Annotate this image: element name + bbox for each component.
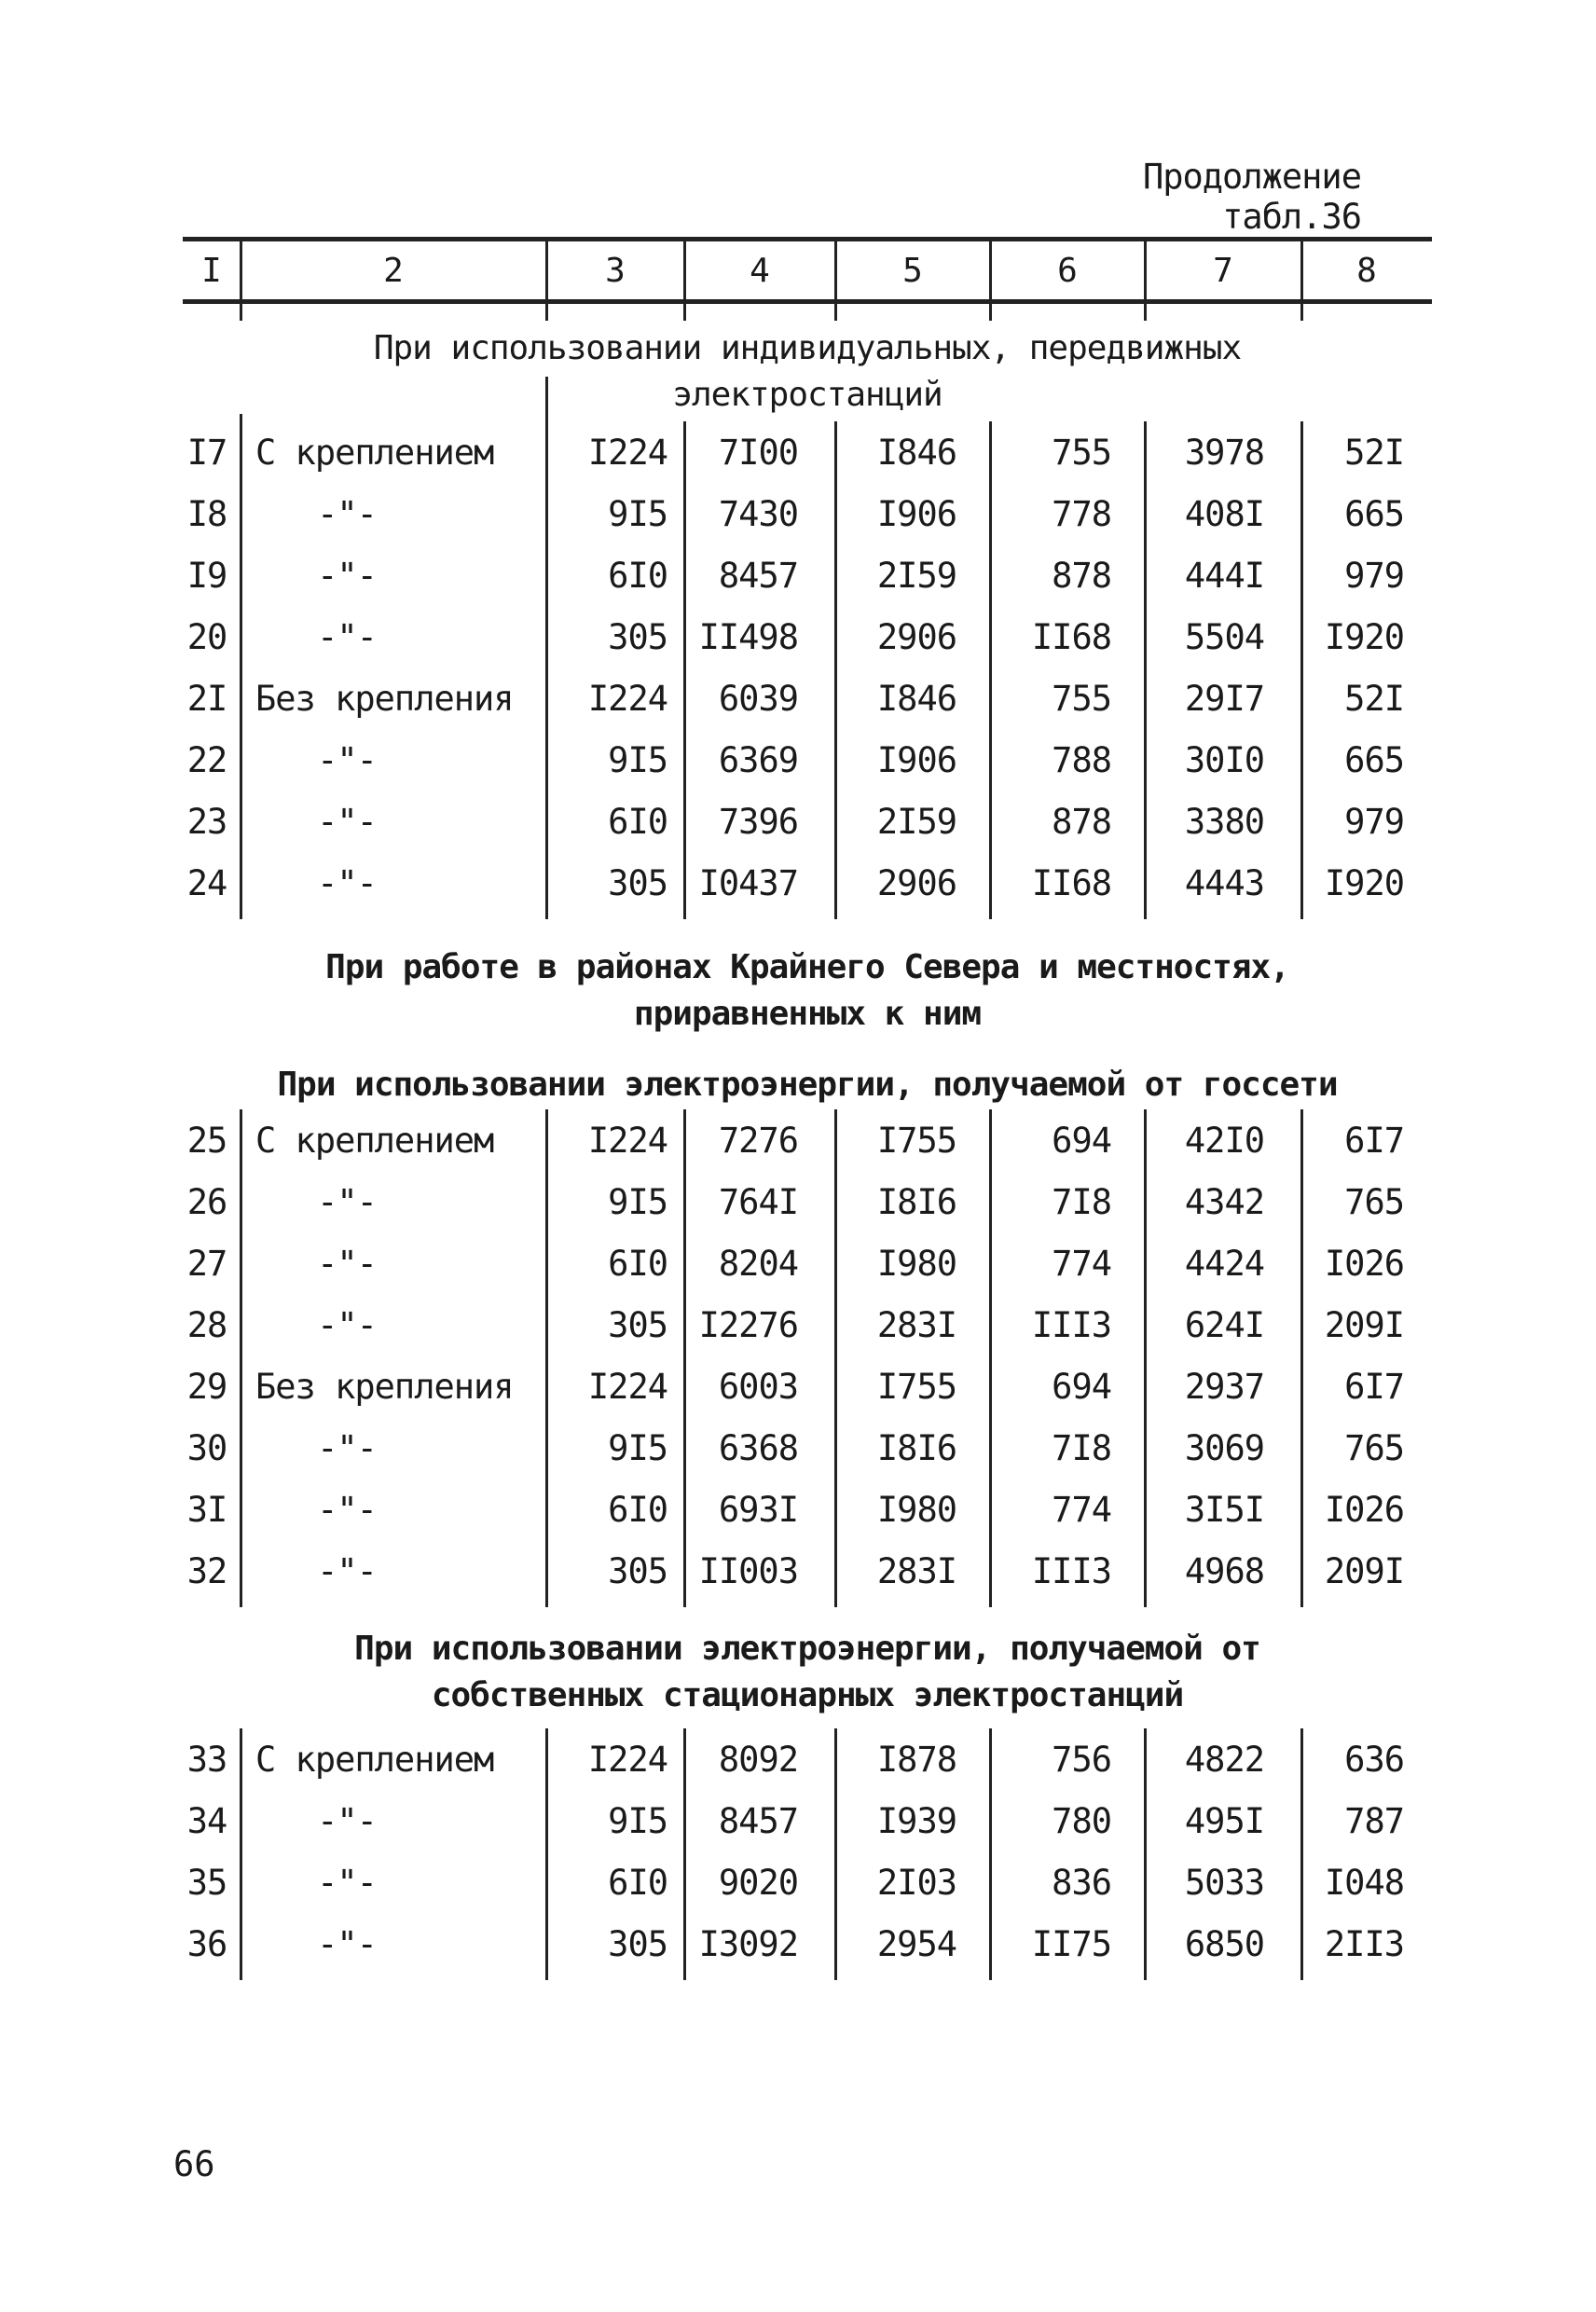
- column-divider: [1300, 1109, 1303, 1607]
- value-col-4: I3092: [698, 1923, 798, 1964]
- value-col-6: 755: [1052, 432, 1111, 473]
- value-col-7: 495I: [1184, 1800, 1264, 1841]
- value-col-7: 5504: [1184, 616, 1264, 657]
- value-col-6: 836: [1052, 1862, 1111, 1903]
- value-col-3: 305: [608, 1550, 667, 1591]
- mounting-type: С креплением: [255, 1120, 494, 1161]
- column-divider: [545, 1109, 548, 1607]
- column-divider: [989, 421, 992, 919]
- column-divider: [683, 421, 686, 919]
- value-col-5: 2954: [876, 1923, 956, 1964]
- row-number: 2I: [186, 678, 227, 719]
- section-title: При использовании электроэнергии, получаемой от: [354, 1630, 1260, 1668]
- value-col-7: 4424: [1184, 1243, 1264, 1284]
- value-col-4: 9020: [718, 1862, 798, 1903]
- value-col-6: II75: [1031, 1923, 1111, 1964]
- value-col-6: 788: [1052, 739, 1111, 780]
- value-col-3: I224: [587, 678, 667, 719]
- value-col-5: I846: [876, 432, 956, 473]
- header-column-divider: [1144, 241, 1147, 299]
- value-col-5: I906: [876, 493, 956, 534]
- value-col-3: 9I5: [608, 739, 667, 780]
- value-col-8: 52I: [1344, 678, 1404, 719]
- row-number: I8: [186, 493, 227, 534]
- ditto-mark: -"-: [317, 862, 377, 903]
- value-col-8: I048: [1324, 1862, 1404, 1903]
- value-col-3: I224: [587, 432, 667, 473]
- mounting-type: С креплением: [255, 1739, 494, 1780]
- value-col-4: 8457: [718, 555, 798, 596]
- value-col-4: 6368: [718, 1427, 798, 1468]
- column-divider: [1144, 421, 1147, 919]
- row-number: 35: [186, 1862, 227, 1903]
- value-col-4: 8092: [718, 1739, 798, 1780]
- value-col-7: 4968: [1184, 1550, 1264, 1591]
- column-divider: [240, 1728, 242, 1980]
- value-col-4: II498: [698, 616, 798, 657]
- section-title: собственных стационарных электростанций: [431, 1676, 1184, 1714]
- ditto-mark: -"-: [317, 739, 377, 780]
- value-col-8: 665: [1344, 493, 1404, 534]
- column-divider: [240, 1109, 242, 1607]
- value-col-5: 283I: [876, 1550, 956, 1591]
- value-col-6: 755: [1052, 678, 1111, 719]
- value-col-3: 305: [608, 1923, 667, 1964]
- column-divider: [1300, 1728, 1303, 1980]
- row-number: 29: [186, 1366, 227, 1407]
- column-header-7: 7: [1213, 251, 1233, 290]
- value-col-7: 5033: [1184, 1862, 1264, 1903]
- value-col-3: 305: [608, 862, 667, 903]
- value-col-6: 694: [1052, 1120, 1111, 1161]
- value-col-3: 6I0: [608, 1862, 667, 1903]
- value-col-5: I755: [876, 1366, 956, 1407]
- table-row: [183, 544, 1432, 606]
- header-tick: [989, 304, 992, 321]
- table-row: [183, 1417, 1432, 1479]
- ditto-mark: -"-: [317, 1243, 377, 1284]
- ditto-mark: -"-: [317, 1800, 377, 1841]
- value-col-3: I224: [587, 1366, 667, 1407]
- table-row: [183, 852, 1432, 914]
- value-col-5: I878: [876, 1739, 956, 1780]
- row-number: 28: [186, 1304, 227, 1345]
- value-col-8: 765: [1344, 1427, 1404, 1468]
- row-number: 25: [186, 1120, 227, 1161]
- value-col-7: 3380: [1184, 801, 1264, 842]
- value-col-8: 765: [1344, 1181, 1404, 1222]
- table-row: [183, 1913, 1432, 1975]
- value-col-5: 283I: [876, 1304, 956, 1345]
- column-divider: [1300, 421, 1303, 919]
- value-col-6: 780: [1052, 1800, 1111, 1841]
- value-col-5: I980: [876, 1489, 956, 1530]
- value-col-6: 774: [1052, 1243, 1111, 1284]
- value-col-3: 305: [608, 1304, 667, 1345]
- value-col-3: 6I0: [608, 1489, 667, 1530]
- ditto-mark: -"-: [317, 1427, 377, 1468]
- value-col-7: 4822: [1184, 1739, 1264, 1780]
- table-row: [183, 1109, 1432, 1171]
- column-divider: [240, 414, 242, 919]
- section-title: При использовании электроэнергии, получаемой от госсети: [277, 1066, 1338, 1104]
- header-column-divider: [989, 241, 992, 299]
- value-col-5: I8I6: [876, 1181, 956, 1222]
- value-col-7: 30I0: [1184, 739, 1264, 780]
- table-row: [183, 1851, 1432, 1913]
- row-number: 24: [186, 862, 227, 903]
- value-col-7: 6850: [1184, 1923, 1264, 1964]
- column-divider: [1144, 1728, 1147, 1980]
- column-header-row: [183, 237, 1432, 304]
- column-divider: [545, 1728, 548, 1980]
- ditto-mark: -"-: [317, 555, 377, 596]
- column-header-8: 8: [1356, 251, 1377, 290]
- value-col-5: I906: [876, 739, 956, 780]
- value-col-4: 6003: [718, 1366, 798, 1407]
- value-col-8: 979: [1344, 801, 1404, 842]
- value-col-3: 6I0: [608, 1243, 667, 1284]
- value-col-6: II68: [1031, 862, 1111, 903]
- row-number: 26: [186, 1181, 227, 1222]
- value-col-8: 979: [1344, 555, 1404, 596]
- value-col-3: 9I5: [608, 1181, 667, 1222]
- section-title: электростанций: [672, 376, 942, 414]
- table-row: [183, 1540, 1432, 1602]
- column-header-3: 3: [605, 251, 626, 290]
- value-col-8: 636: [1344, 1739, 1404, 1780]
- ditto-mark: -"-: [317, 493, 377, 534]
- ditto-mark: -"-: [317, 1304, 377, 1345]
- value-col-4: I2276: [698, 1304, 798, 1345]
- value-col-7: 3978: [1184, 432, 1264, 473]
- value-col-8: I920: [1324, 616, 1404, 657]
- value-col-5: 2I59: [876, 801, 956, 842]
- value-col-4: 6369: [718, 739, 798, 780]
- section-title: При использовании индивидуальных, передвижных: [373, 329, 1242, 367]
- table-row: [183, 1171, 1432, 1232]
- section-title: приравненных к ним: [633, 995, 982, 1033]
- row-number: 30: [186, 1427, 227, 1468]
- value-col-5: I755: [876, 1120, 956, 1161]
- value-col-8: 787: [1344, 1800, 1404, 1841]
- mounting-type: С креплением: [255, 432, 494, 473]
- value-col-4: 8457: [718, 1800, 798, 1841]
- value-col-5: I980: [876, 1243, 956, 1284]
- row-number: 23: [186, 801, 227, 842]
- header-tick: [683, 304, 686, 321]
- value-col-8: I026: [1324, 1243, 1404, 1284]
- value-col-6: III3: [1031, 1550, 1111, 1591]
- header-column-divider: [240, 241, 242, 299]
- value-col-5: I846: [876, 678, 956, 719]
- mounting-type: Без крепления: [255, 1366, 514, 1407]
- table-row: [183, 1232, 1432, 1294]
- value-col-3: 6I0: [608, 555, 667, 596]
- value-col-8: 52I: [1344, 432, 1404, 473]
- header-tick: [834, 304, 837, 321]
- column-divider: [989, 1728, 992, 1980]
- value-col-4: 8204: [718, 1243, 798, 1284]
- column-divider: [834, 421, 837, 919]
- ditto-mark: -"-: [317, 1489, 377, 1530]
- value-col-7: 4443: [1184, 862, 1264, 903]
- value-col-3: 9I5: [608, 1800, 667, 1841]
- table-row: [183, 421, 1432, 483]
- ditto-mark: -"-: [317, 1923, 377, 1964]
- column-header-6: 6: [1057, 251, 1078, 290]
- value-col-3: 9I5: [608, 1427, 667, 1468]
- value-col-5: 2906: [876, 862, 956, 903]
- value-col-5: 2906: [876, 616, 956, 657]
- value-col-4: 764I: [718, 1181, 798, 1222]
- ditto-mark: -"-: [317, 1181, 377, 1222]
- table-row: [183, 1294, 1432, 1356]
- row-number: 3I: [186, 1489, 227, 1530]
- header-column-divider: [683, 241, 686, 299]
- page-number: 66: [173, 2144, 215, 2184]
- value-col-6: 7I8: [1052, 1427, 1111, 1468]
- section-title: При работе в районах Крайнего Севера и местностях,: [325, 948, 1289, 986]
- ditto-mark: -"-: [317, 1550, 377, 1591]
- value-col-4: 7430: [718, 493, 798, 534]
- column-divider: [834, 1728, 837, 1980]
- row-number: 27: [186, 1243, 227, 1284]
- value-col-6: 756: [1052, 1739, 1111, 1780]
- value-col-8: I920: [1324, 862, 1404, 903]
- header-column-divider: [834, 241, 837, 299]
- column-header-4: 4: [750, 251, 770, 290]
- row-number: 22: [186, 739, 227, 780]
- value-col-4: 7276: [718, 1120, 798, 1161]
- value-col-5: I8I6: [876, 1427, 956, 1468]
- value-col-6: 878: [1052, 801, 1111, 842]
- header-column-divider: [545, 241, 548, 299]
- value-col-3: 6I0: [608, 801, 667, 842]
- table-row: [183, 791, 1432, 852]
- row-number: 36: [186, 1923, 227, 1964]
- value-col-6: III3: [1031, 1304, 1111, 1345]
- value-col-7: 444I: [1184, 555, 1264, 596]
- column-divider: [989, 1109, 992, 1607]
- column-header-5: 5: [902, 251, 923, 290]
- value-col-8: 665: [1344, 739, 1404, 780]
- header-tick: [240, 304, 242, 321]
- value-col-7: 4342: [1184, 1181, 1264, 1222]
- value-col-4: I0437: [698, 862, 798, 903]
- row-number: 34: [186, 1800, 227, 1841]
- column-header-1: I: [201, 251, 222, 290]
- value-col-8: 209I: [1324, 1550, 1404, 1591]
- value-col-7: 42I0: [1184, 1120, 1264, 1161]
- column-divider: [545, 377, 548, 919]
- column-divider: [1144, 1109, 1147, 1607]
- value-col-8: 209I: [1324, 1304, 1404, 1345]
- value-col-8: I026: [1324, 1489, 1404, 1530]
- value-col-7: 3I5I: [1184, 1489, 1264, 1530]
- value-col-6: 774: [1052, 1489, 1111, 1530]
- header-tick: [545, 304, 548, 321]
- value-col-8: 6I7: [1344, 1120, 1404, 1161]
- value-col-3: 305: [608, 616, 667, 657]
- table-row: [183, 729, 1432, 791]
- value-col-7: 2937: [1184, 1366, 1264, 1407]
- value-col-7: 408I: [1184, 493, 1264, 534]
- header-tick: [1144, 304, 1147, 321]
- value-col-8: 2II3: [1324, 1923, 1404, 1964]
- value-col-7: 29I7: [1184, 678, 1264, 719]
- value-col-5: 2I03: [876, 1862, 956, 1903]
- value-col-8: 6I7: [1344, 1366, 1404, 1407]
- value-col-6: II68: [1031, 616, 1111, 657]
- table-row: [183, 483, 1432, 544]
- value-col-4: 7I00: [718, 432, 798, 473]
- row-number: 32: [186, 1550, 227, 1591]
- header-column-divider: [1300, 241, 1303, 299]
- value-col-4: 693I: [718, 1489, 798, 1530]
- table-row: [183, 606, 1432, 667]
- value-col-6: 694: [1052, 1366, 1111, 1407]
- ditto-mark: -"-: [317, 1862, 377, 1903]
- column-divider: [683, 1109, 686, 1607]
- column-header-2: 2: [383, 251, 404, 290]
- continuation-label: Продолжение табл.36: [1142, 157, 1361, 237]
- value-col-4: 7396: [718, 801, 798, 842]
- row-number: I9: [186, 555, 227, 596]
- table-row: [183, 667, 1432, 729]
- value-col-6: 778: [1052, 493, 1111, 534]
- ditto-mark: -"-: [317, 616, 377, 657]
- table-row: [183, 1356, 1432, 1417]
- value-col-5: 2I59: [876, 555, 956, 596]
- row-number: 20: [186, 616, 227, 657]
- column-divider: [683, 1728, 686, 1980]
- table-row: [183, 1790, 1432, 1851]
- value-col-3: I224: [587, 1120, 667, 1161]
- value-col-3: 9I5: [608, 493, 667, 534]
- row-number: I7: [186, 432, 227, 473]
- value-col-7: 624I: [1184, 1304, 1264, 1345]
- column-divider: [834, 1109, 837, 1607]
- value-col-5: I939: [876, 1800, 956, 1841]
- value-col-3: I224: [587, 1739, 667, 1780]
- value-col-4: II003: [698, 1550, 798, 1591]
- row-number: 33: [186, 1739, 227, 1780]
- header-tick: [1300, 304, 1303, 321]
- ditto-mark: -"-: [317, 801, 377, 842]
- value-col-6: 7I8: [1052, 1181, 1111, 1222]
- value-col-7: 3069: [1184, 1427, 1264, 1468]
- table-row: [183, 1728, 1432, 1790]
- mounting-type: Без крепления: [255, 678, 514, 719]
- value-col-4: 6039: [718, 678, 798, 719]
- table-row: [183, 1479, 1432, 1540]
- value-col-6: 878: [1052, 555, 1111, 596]
